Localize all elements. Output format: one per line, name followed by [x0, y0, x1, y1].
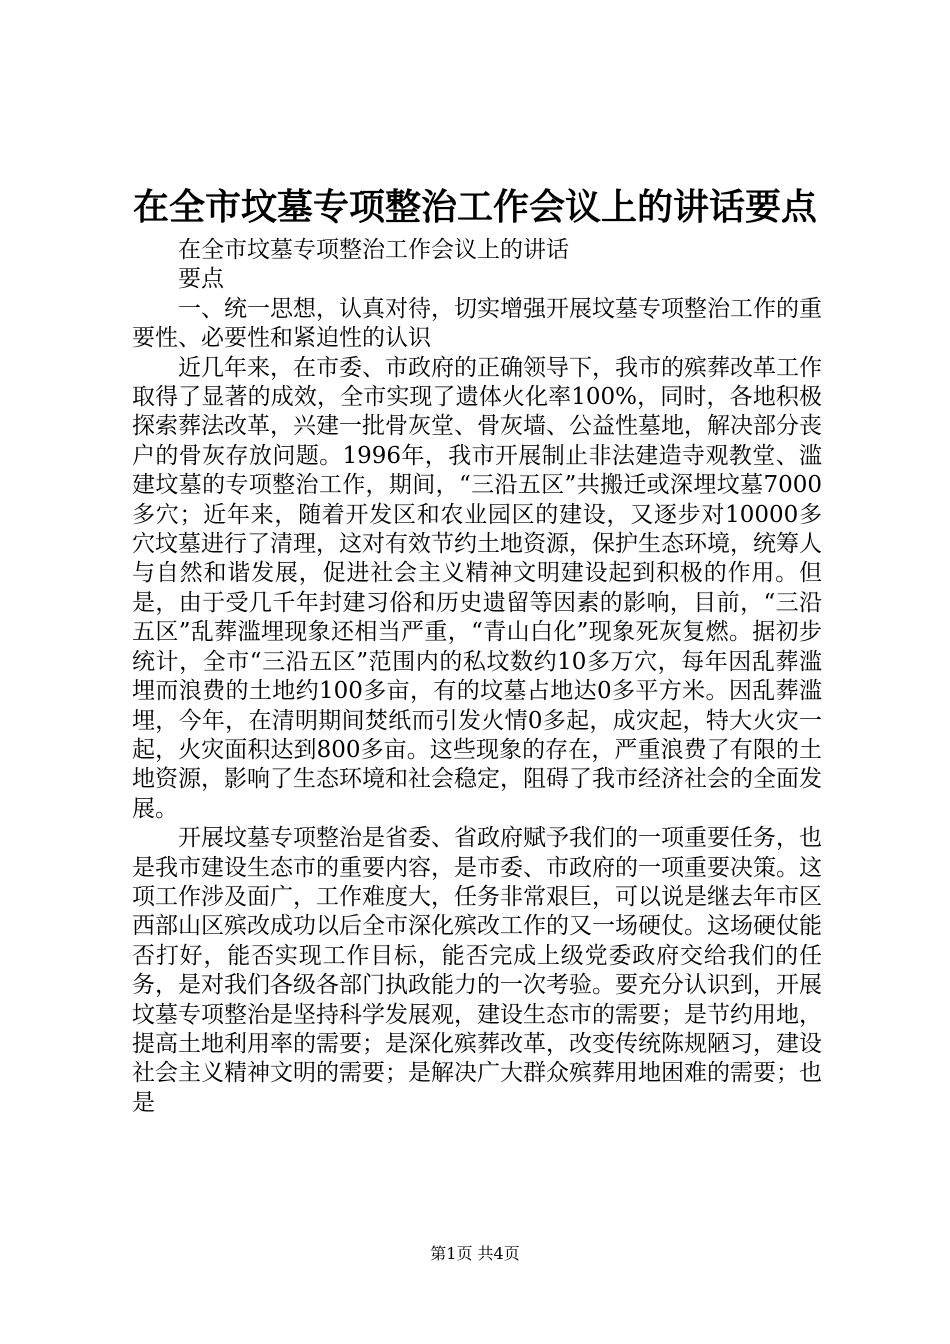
subtitle-line-2: 要点 — [178, 266, 224, 293]
document-title: 在全市坟墓专项整治工作会议上的讲话要点 — [132, 186, 817, 228]
paragraph-2: 开展坟墓专项整治是省委、省政府赋予我们的一项重要任务，也是我市建设生态市的重要内容，是市委、市政府的一项重要决策。这项工作涉及面广，工作难度大，任务非常艰巨，可以说是继去年市区西部山区殡改成功以后全市深化殡改工作的又一场硬仗。这场硬仗能否打好，能否实现工作目标，能否完成上级党委政府交给我们的任务，是对我们各级各部门执政能力的一次考验。要充分认识到，开展坟墓专项整治是坚持科学发展观，建设生态市的需要；是节约用地，提高土地利用率的需要；是深化殡葬改革，改变传统陈规陋习，建设社会主义精神文明的需要；是解决广大群众殡葬用地困难的需要；也是 — [132, 825, 822, 1116]
subtitle-line-1: 在全市坟墓专项整治工作会议上的讲话 — [178, 237, 569, 263]
page-footer: 第1页 共4页 — [430, 1244, 520, 1263]
section-heading-1: 一、统一思想，认真对待，切实增强开展坟墓专项整治工作的重要性、必要性和紧迫性的认识 — [132, 295, 822, 352]
paragraph-1: 近几年来，在市委、市政府的正确领导下，我市的殡葬改革工作取得了显著的成效，全市实现了遗体火化率100%，同时，各地积极探索葬法改革，兴建一批骨灰堂、骨灰墙、公益性墓地，解决部分丧户的骨灰存放问题。1996年，我市开展制止非法建造寺观教堂、滥建坟墓的专项整治工作，期间，“三沿五区”共搬迁或深埋坟墓7000多穴；近年来，随着开发区和农业园区的建设，又逐步对10000多穴坟墓进行了清理，这对有效节约土地资源，保护生态环境，统筹人与自然和谐发展，促进社会主义精神文明建设起到积极的作用。但是，由于受几千年封建习俗和历史遗留等因素的影响，目前，“三沿五区”乱葬滥埋现象还相当严重，“青山白化”现象死灰复燃。据初步统计，全市“三沿五区”范围内的私坟数约10多万穴，每年因乱葬滥埋而浪费的土地约100多亩，有的坟墓占地达0多平方米。因乱葬滥埋，今年，在清明期间焚纸而引发火情0多起，成灾起，特大火灾一起，火灾面积达到800多亩。这些现象的存在，严重浪费了有限的土地资源，影响了生态环境和社会稳定，阻碍了我市经济社会的全面发展。 — [132, 354, 822, 822]
document-body — [132, 236, 822, 1118]
